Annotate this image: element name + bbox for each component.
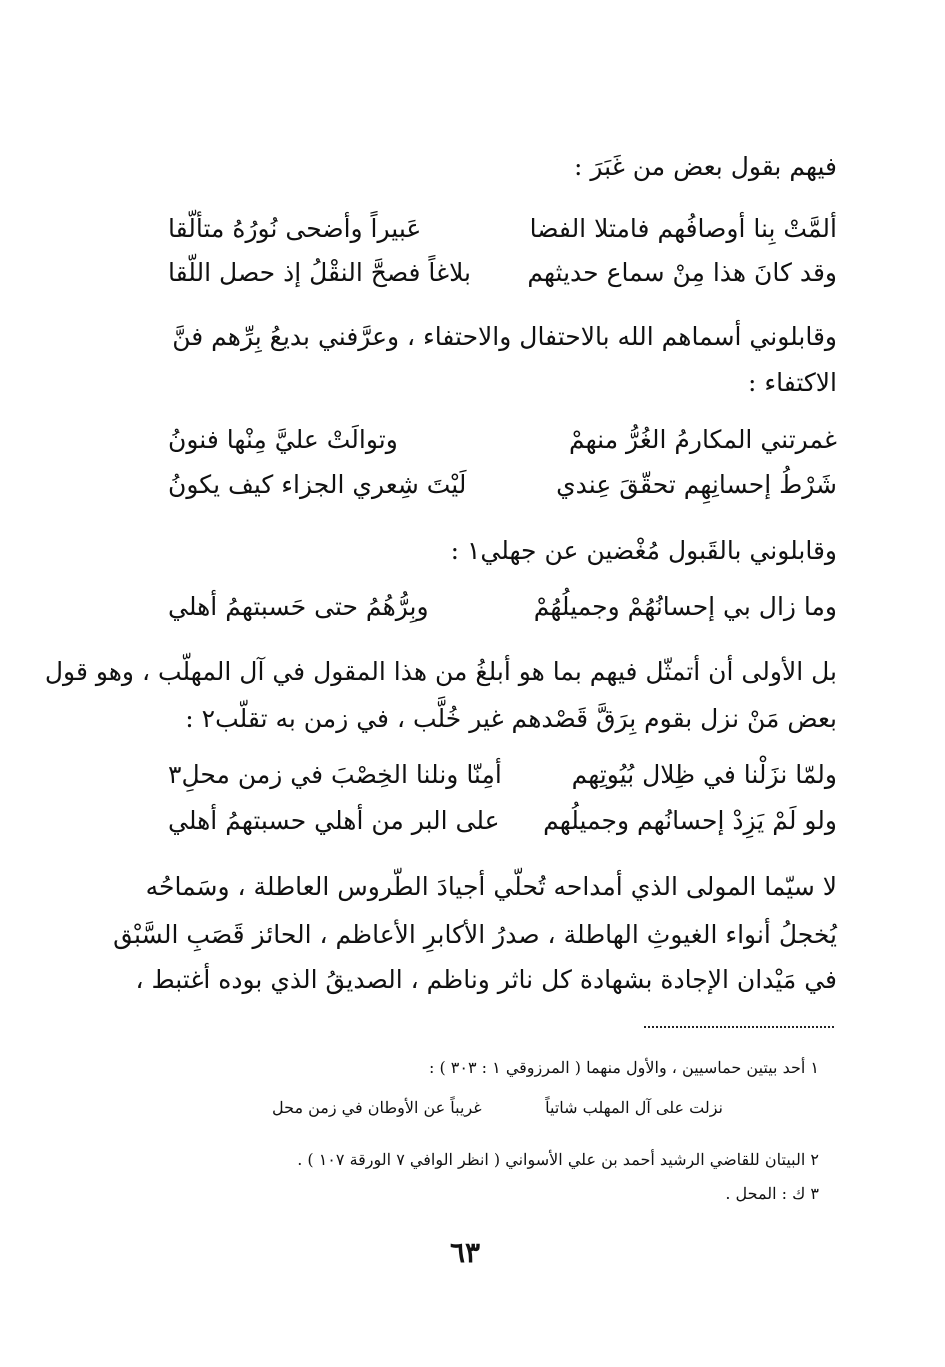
footnote-3: ٣ ك : المحل . [725, 1184, 819, 1203]
footnote-1: ١ أحد بيتين حماسيين ، والأول منهما ( المرزوقي ١ : ٣٠٣ ) : [428, 1058, 819, 1077]
paragraph-4-line-2: بعض مَنْ نزل بقوم بِرَقَّ قَصْدهم غير خُلَّب ، في زمن به تقلّب٢ : [185, 704, 837, 733]
verse-4-first-hemistich: شَرْطُ إحسانِهِم تحقّقَ عِندي [556, 470, 837, 499]
paragraph-2-line-2: الاكتفاء : [747, 368, 837, 397]
paragraph-2-line-1: وقابلوني أسماهم الله بالاحتفال والاحتفاء ، وعرَّفني بديعُ بِرِّهم فنَّ [172, 322, 837, 351]
footnote-1-verse-first: نزلت على آل المهلب شاتياً [545, 1098, 723, 1117]
paragraph-5-line-2: يُخجلُ أنواء الغيوثِ الهاطلة ، صدرُ الأكابرِ الأعاظم ، الحائز قَصَبِ السَّبْق [113, 920, 837, 949]
verse-1-second-hemistich: عَبيراً وأضحى نُورُهُ متألّقا [168, 214, 422, 243]
footnote-2: ٢ البيتان للقاضي الرشيد أحمد بن علي الأسواني ( انظر الوافي ٧ الورقة ١٠٧ ) . [297, 1150, 819, 1169]
footnote-divider [644, 1026, 834, 1028]
verse-7-first-hemistich: ولو لَمْ يَزِدْ إحسانُهم وجميلُهم [543, 806, 837, 835]
paragraph-4-line-1: بل الأولى أن أتمثّل فيهم بما هو أبلغُ من هذا المقول في آل المهلّب ، وهو قول [44, 657, 837, 686]
paragraph-5-line-1: لا سيّما المولى الذي أمداحه تُحلّي أجيادَ الطّروس العاطلة ، وسَماحُه [145, 872, 837, 901]
verse-4-second-hemistich: لَيْتَ شِعري الجزاء كيف يكونُ [168, 470, 467, 499]
verse-6-second-hemistich: أمِنّا ونلنا الخِصْبَ في زمن محلِ٣ [168, 760, 502, 789]
page-number: ٦٣ [450, 1236, 481, 1269]
verse-2-first-hemistich: وقد كانَ هذا مِنْ سماع حديثهم [527, 258, 837, 287]
intro-line: فيهم بقول بعض من غَبَرَ : [574, 152, 837, 181]
verse-1-first-hemistich: ألمَّتْ بِنا أوصافُهم فامتلا الفضا [529, 214, 837, 243]
verse-7-second-hemistich: على البر من أهلي حسبتهمُ أهلي [168, 806, 500, 835]
verse-5-second-hemistich: وبِرُّهُمُ حتى حَسبتهمُ أهلي [168, 592, 429, 621]
verse-3-first-hemistich: غمرتني المكارمُ الغُرُّ منهمْ [568, 425, 837, 454]
paragraph-3: وقابلوني بالقَبول مُغْضين عن جهلي١ : [450, 536, 837, 565]
verse-6-first-hemistich: ولمّا نزَلْنا في ظِلال بُيُوتِهم [571, 760, 837, 789]
verse-2-second-hemistich: بلاغاً فصحَّ النقْلُ إذ حصل اللّقا [168, 258, 472, 287]
verse-5-first-hemistich: وما زال بي إحسانُهُمْ وجميلُهُمْ [533, 592, 837, 621]
paragraph-5-line-3: في مَيْدان الإجادة بشهادة كل ناثر وناظم ، الصديقُ الذي بوده أغتبط ، [135, 965, 837, 994]
footnote-1-verse-second: غريباً عن الأوطان في زمن محل [272, 1098, 482, 1117]
verse-3-second-hemistich: وتوالَتْ عليَّ مِنْها فنونُ [168, 425, 398, 454]
